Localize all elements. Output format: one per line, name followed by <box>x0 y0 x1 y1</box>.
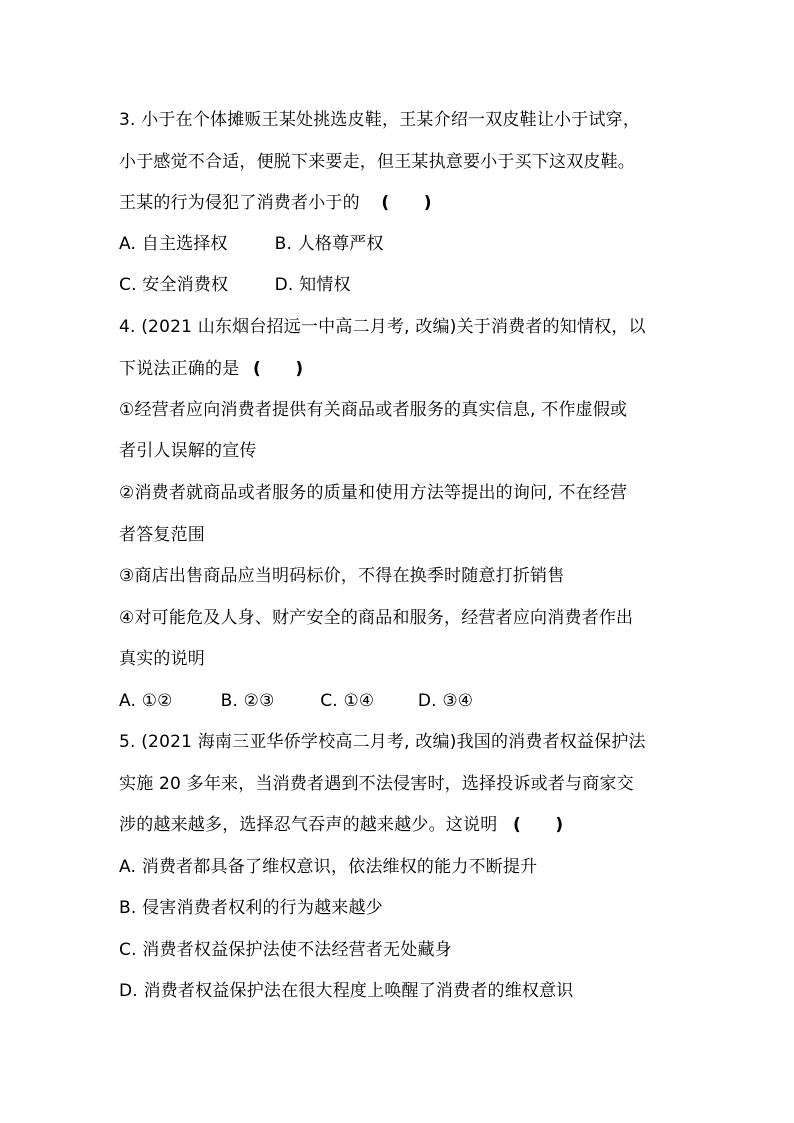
q4-statement-2-line-2: 者答复范围 <box>119 525 205 545</box>
q5-option-c: C. 消费者权益保护法使不法经营者无处藏身 <box>119 940 452 960</box>
q5-stem-line-2: 实施 20 多年来，当消费者遇到不法侵害时，选择投诉或者与商家交 <box>119 774 634 794</box>
q3-option-b: B. 人格尊严权 <box>274 234 384 254</box>
q5-stem-line-1: 5. (2021 海南三亚华侨学校高二月考, 改编)我国的消费者权益保护法 <box>119 732 646 752</box>
q3-stem-line-1: 3. 小于在个体摊贩王某处挑选皮鞋，王某介绍一双皮鞋让小于试穿， <box>119 110 641 130</box>
q3-option-d: D. 知情权 <box>274 275 351 295</box>
q3-options-row-1 <box>119 233 384 255</box>
q4-answer-blank: ( ) <box>253 359 304 379</box>
q4-option-d: D. ③④ <box>417 691 474 711</box>
q5-stem-text: 涉的越来越多，选择忍气吞声的越来越少。这说明 <box>119 815 498 835</box>
q3-stem-line-3 <box>119 192 432 214</box>
q4-statement-4-line-1: ④对可能危及人身、财产安全的商品和服务，经营者应向消费者作出 <box>119 608 634 628</box>
q5-option-d: D. 消费者权益保护法在很大程度上唤醒了消费者的维权意识 <box>119 981 574 1001</box>
q4-statement-1-line-2: 者引人误解的宣传 <box>119 441 257 461</box>
q5-option-b: B. 侵害消费者权利的行为越来越少 <box>119 898 383 918</box>
q4-stem-text: 下说法正确的是 <box>119 359 240 379</box>
q5-stem-line-3 <box>119 814 563 836</box>
q3-option-c: C. 安全消费权 <box>119 275 229 295</box>
q4-statement-4-line-2: 真实的说明 <box>119 649 205 669</box>
q4-option-c: C. ①④ <box>320 691 375 711</box>
q4-stem-line-2 <box>119 358 303 380</box>
q4-options-row <box>119 690 473 712</box>
q4-statement-1-line-1: ①经营者应向消费者提供有关商品或者服务的真实信息, 不作虚假或 <box>119 400 628 420</box>
q4-stem-line-1: 4. (2021 山东烟台招远一中高二月考, 改编)关于消费者的知情权，以 <box>119 317 646 337</box>
q3-options-row-2 <box>119 274 351 296</box>
q3-answer-blank: ( ) <box>381 193 432 213</box>
q4-option-a: A. ①② <box>119 691 173 711</box>
q5-answer-blank: ( ) <box>513 815 564 835</box>
q5-option-a: A. 消费者都具备了维权意识，依法维权的能力不断提升 <box>119 857 538 877</box>
q4-statement-2-line-1: ②消费者就商品或者服务的质量和使用方法等提出的询问, 不在经营 <box>119 483 628 503</box>
q3-option-a: A. 自主选择权 <box>119 234 228 254</box>
q4-statement-3: ③商店出售商品应当明码标价，不得在换季时随意打折销售 <box>119 566 565 586</box>
q4-option-b: B. ②③ <box>220 691 275 711</box>
q3-stem-line-2: 小于感觉不合适，便脱下来要走，但王某执意要小于买下这双皮鞋。 <box>119 152 635 172</box>
q3-stem-text: 王某的行为侵犯了消费者小于的 <box>119 193 360 213</box>
